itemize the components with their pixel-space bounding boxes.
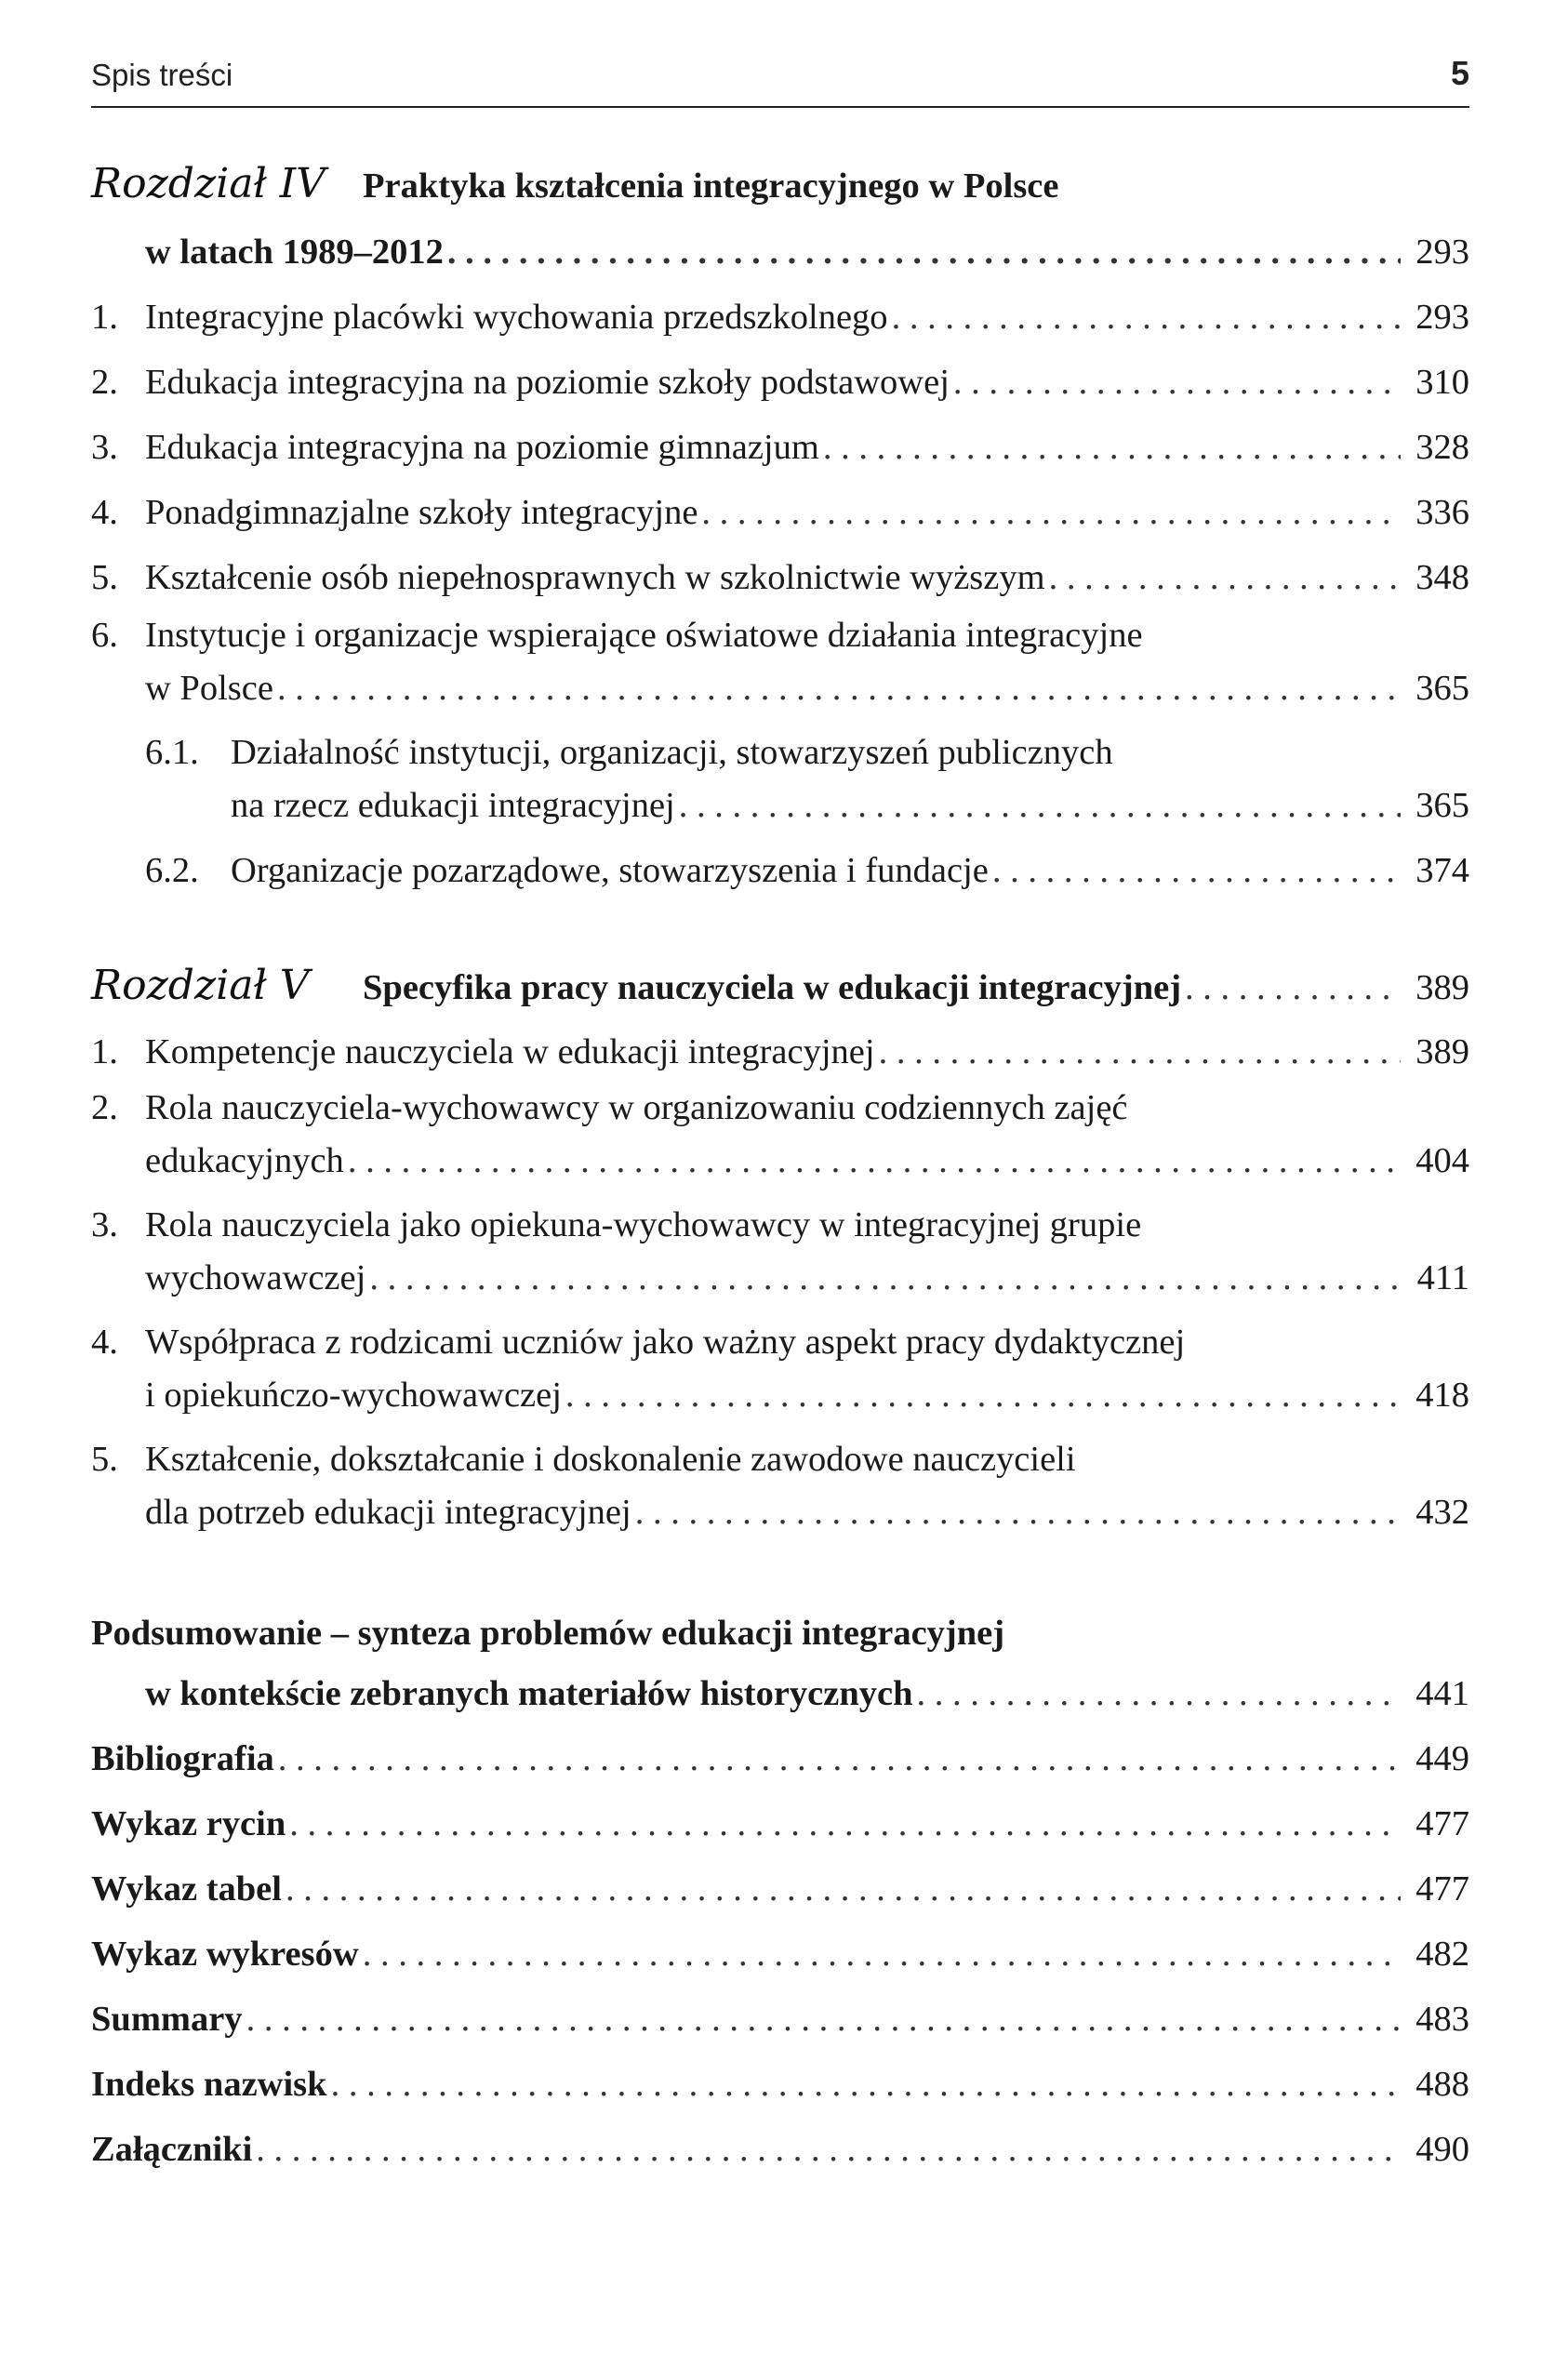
summary-title: Podsumowanie – synteza problemów edukacji integracyjnej bbox=[91, 1614, 1005, 1653]
entry-title: Ponadgimnazjalne szkoły integracyjne bbox=[145, 493, 698, 532]
toc-entry-continued[interactable] bbox=[91, 1484, 1469, 1551]
dot-leader bbox=[369, 1250, 1401, 1306]
toc-subentry[interactable] bbox=[91, 845, 1469, 897]
dot-leader bbox=[1049, 545, 1401, 610]
toc-entry[interactable] bbox=[91, 1856, 1469, 1922]
page-ref: 483 bbox=[1415, 2000, 1469, 2039]
entry-title: Indeks nazwisk bbox=[91, 2065, 327, 2104]
page-ref: 488 bbox=[1415, 2065, 1469, 2104]
toc-entry[interactable] bbox=[91, 2117, 1469, 2182]
toc-subentry[interactable] bbox=[91, 727, 1469, 778]
entry-title: Edukacja integracyjna na poziomie szkoły podstawowej bbox=[145, 363, 950, 402]
dot-leader bbox=[892, 285, 1401, 350]
page-ref: 365 bbox=[1415, 669, 1469, 708]
entry-number: 6.2. bbox=[145, 851, 199, 890]
summary-entry-continued[interactable] bbox=[91, 1661, 1469, 1726]
entry-title: Kompetencje nauczyciela w edukacji integracyjnej bbox=[145, 1032, 875, 1071]
entry-title-cont: edukacyjnych bbox=[145, 1141, 344, 1180]
entry-number: 5. bbox=[91, 1440, 118, 1479]
toc-entry[interactable] bbox=[91, 285, 1469, 350]
page-ref: 374 bbox=[1415, 851, 1469, 890]
entry-title-cont: w Polsce bbox=[145, 669, 273, 708]
chapter-4-label: Rozdział IV bbox=[91, 160, 326, 207]
page-ref: 365 bbox=[1415, 786, 1469, 825]
page-ref: 418 bbox=[1415, 1376, 1469, 1415]
entry-title-cont: na rzecz edukacji integracyjnej bbox=[231, 786, 675, 825]
toc-subentry-continued[interactable] bbox=[91, 778, 1469, 845]
entry-number: 4. bbox=[91, 493, 118, 532]
dot-leader bbox=[1185, 952, 1401, 1023]
page-ref: 477 bbox=[1415, 1869, 1469, 1908]
entry-title: Bibliografia bbox=[91, 1739, 274, 1778]
page-ref: 389 bbox=[1415, 1032, 1469, 1071]
running-title: Spis treści bbox=[91, 58, 233, 92]
page-ref: 490 bbox=[1415, 2130, 1469, 2169]
dot-leader bbox=[701, 480, 1401, 545]
entry-title: Instytucje i organizacje wspierające oświatowe działania integracyjne bbox=[145, 616, 1143, 655]
page-ref: 411 bbox=[1416, 1258, 1469, 1297]
page-ref: 293 bbox=[1415, 233, 1469, 272]
dot-leader bbox=[879, 1021, 1401, 1083]
dot-leader bbox=[565, 1367, 1401, 1423]
dot-leader bbox=[917, 1661, 1402, 1726]
chapter-4-title-cont: w latach 1989–2012 bbox=[145, 233, 444, 272]
entry-number: 4. bbox=[91, 1323, 118, 1362]
dot-leader bbox=[277, 660, 1401, 716]
entry-title: Kształcenie osób niepełnosprawnych w szkolnictwie wyższym bbox=[145, 558, 1045, 597]
page-number: 5 bbox=[1450, 54, 1469, 92]
toc-entry[interactable] bbox=[91, 1083, 1469, 1133]
toc-entry[interactable] bbox=[91, 415, 1469, 480]
entry-title: Wykaz wykresów bbox=[91, 1935, 359, 1974]
back-matter bbox=[91, 1605, 1469, 2182]
dot-leader bbox=[289, 1791, 1401, 1856]
entry-number: 5. bbox=[91, 558, 118, 597]
entry-number: 2. bbox=[91, 1088, 118, 1127]
entry-title: Rola nauczyciela-wychowawcy w organizowaniu codziennych zajęć bbox=[145, 1088, 1128, 1127]
page-ref: 389 bbox=[1415, 968, 1469, 1007]
page-ref: 310 bbox=[1415, 363, 1469, 402]
chapter-5-heading[interactable] bbox=[91, 951, 1469, 1021]
table-of-contents bbox=[91, 149, 1469, 2182]
entry-title: Organizacje pozarządowe, stowarzyszenia i fundacje bbox=[231, 851, 989, 890]
entry-number: 1. bbox=[91, 298, 118, 337]
dot-leader bbox=[992, 845, 1401, 897]
chapter-4-title: Praktyka kształcenia integracyjnego w Polsce bbox=[363, 166, 1059, 206]
dot-leader bbox=[331, 2052, 1401, 2117]
page-ref: 441 bbox=[1415, 1674, 1469, 1713]
page-ref: 477 bbox=[1415, 1804, 1469, 1843]
toc-entry[interactable] bbox=[91, 1726, 1469, 1791]
entry-title: Działalność instytucji, organizacji, stowarzyszeń publicznych bbox=[231, 733, 1113, 772]
toc-entry[interactable] bbox=[91, 480, 1469, 545]
toc-entry[interactable] bbox=[91, 610, 1469, 660]
entry-number: 1. bbox=[91, 1032, 118, 1071]
entry-title-cont: wychowawczej bbox=[145, 1258, 366, 1297]
dot-leader bbox=[278, 1726, 1401, 1791]
dot-leader bbox=[348, 1133, 1401, 1189]
entry-number: 3. bbox=[91, 428, 118, 467]
page-ref: 482 bbox=[1415, 1935, 1469, 1974]
entry-title: Edukacja integracyjna na poziomie gimnazjum bbox=[145, 428, 819, 467]
dot-leader bbox=[679, 778, 1401, 833]
entry-number: 3. bbox=[91, 1205, 118, 1244]
dot-leader bbox=[246, 1987, 1401, 2052]
entry-title: Kształcenie, dokształcanie i doskonalenie zawodowe nauczycieli bbox=[145, 1440, 1076, 1479]
entry-number: 6.1. bbox=[145, 733, 199, 772]
entry-title: Załączniki bbox=[91, 2130, 253, 2169]
toc-entry-continued[interactable] bbox=[91, 1133, 1469, 1200]
toc-entry[interactable] bbox=[91, 1922, 1469, 1987]
page-ref: 432 bbox=[1415, 1493, 1469, 1532]
chapter-4 bbox=[91, 149, 1469, 897]
dot-leader bbox=[286, 1856, 1401, 1922]
entry-number: 6. bbox=[91, 616, 118, 655]
dot-leader bbox=[823, 415, 1401, 480]
toc-entry[interactable] bbox=[91, 350, 1469, 415]
toc-entry[interactable] bbox=[91, 2052, 1469, 2117]
entry-title: Integracyjne placówki wychowania przedszkolnego bbox=[145, 298, 888, 337]
page-ref: 348 bbox=[1415, 558, 1469, 597]
dot-leader bbox=[953, 350, 1401, 415]
chapter-5 bbox=[91, 951, 1469, 1551]
toc-entry[interactable] bbox=[91, 1317, 1469, 1367]
toc-entry[interactable] bbox=[91, 1200, 1469, 1250]
chapter-5-label: Rozdział V bbox=[91, 962, 310, 1009]
toc-entry[interactable] bbox=[91, 1987, 1469, 2052]
page-ref: 328 bbox=[1415, 428, 1469, 467]
page-ref: 293 bbox=[1415, 298, 1469, 337]
dot-leader bbox=[363, 1922, 1401, 1987]
summary-title-cont: w kontekście zebranych materiałów historycznych bbox=[145, 1674, 913, 1713]
entry-title: Rola nauczyciela jako opiekuna-wychowawcy w integracyjnej grupie bbox=[145, 1205, 1142, 1244]
entry-number: 2. bbox=[91, 363, 118, 402]
entry-title-cont: dla potrzeb edukacji integracyjnej bbox=[145, 1493, 631, 1532]
entry-title: Wykaz rycin bbox=[91, 1804, 286, 1843]
dot-leader bbox=[256, 2117, 1401, 2182]
page-ref: 449 bbox=[1415, 1739, 1469, 1778]
toc-entry[interactable] bbox=[91, 1791, 1469, 1856]
summary-entry[interactable] bbox=[91, 1605, 1469, 1661]
entry-title: Summary bbox=[91, 2000, 243, 2039]
page-header bbox=[91, 48, 1469, 108]
entry-title-cont: i opiekuńczo-wychowawczej bbox=[145, 1376, 562, 1415]
toc-entry[interactable] bbox=[91, 1021, 1469, 1083]
dot-leader bbox=[447, 219, 1401, 285]
dot-leader bbox=[635, 1484, 1401, 1540]
toc-entry-continued[interactable] bbox=[91, 660, 1469, 727]
page-ref: 336 bbox=[1415, 493, 1469, 532]
entry-title: Współpraca z rodzicami uczniów jako ważny aspekt pracy dydaktycznej bbox=[145, 1323, 1186, 1362]
chapter-4-heading bbox=[91, 149, 1469, 219]
page-ref: 404 bbox=[1415, 1141, 1469, 1180]
chapter-5-title: Specyfika pracy nauczyciela w edukacji integracyjnej bbox=[363, 968, 1182, 1007]
toc-entry[interactable] bbox=[91, 545, 1469, 610]
toc-entry[interactable] bbox=[91, 1434, 1469, 1484]
toc-entry-continued[interactable] bbox=[91, 1250, 1469, 1317]
entry-title: Wykaz tabel bbox=[91, 1869, 282, 1908]
toc-entry[interactable] bbox=[91, 219, 1469, 285]
toc-entry-continued[interactable] bbox=[91, 1367, 1469, 1434]
